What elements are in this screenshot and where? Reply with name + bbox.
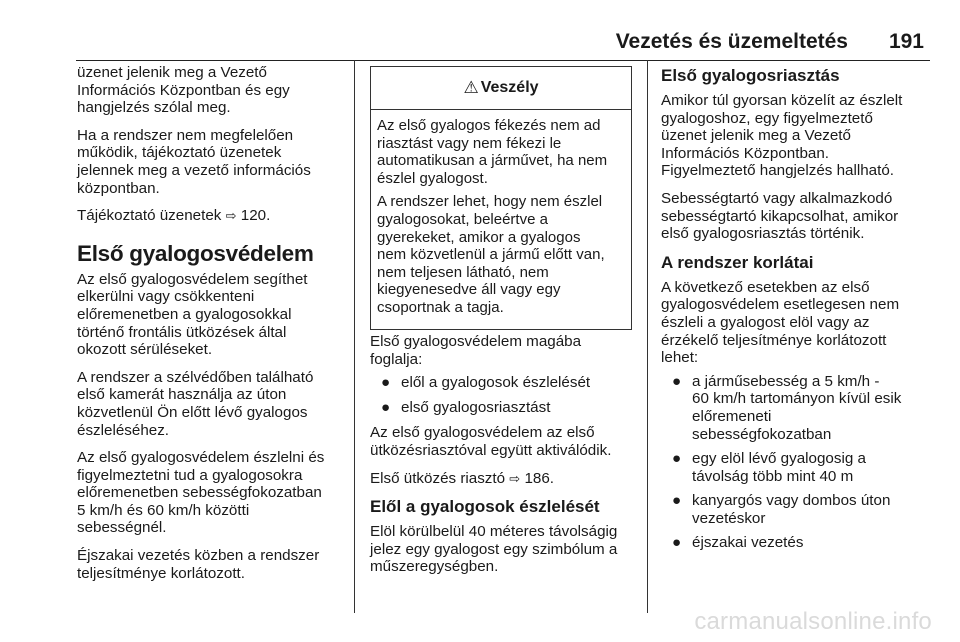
- text-line: automatikusan a járművet, ha nem: [377, 152, 608, 170]
- text-line: első gyalogosriasztás történik.: [661, 225, 865, 243]
- warning-title: Veszély: [480, 79, 539, 97]
- text-line: Az első gyalogosvédelem az első: [370, 424, 595, 442]
- header-title: Vezetés és üzemeltetés: [615, 30, 848, 53]
- text-line: Sebességtartó vagy alkalmazkodó: [661, 189, 893, 207]
- bullet-icon: ●: [672, 492, 682, 510]
- text-line: lehet:: [661, 349, 699, 367]
- text-line: foglalja:: [370, 350, 423, 368]
- subsection-heading: Elől a gyalogosok észlelését: [370, 497, 600, 517]
- text-line: teljesítménye korlátozott.: [77, 564, 245, 582]
- column-2: [370, 66, 632, 576]
- paragraph: [77, 449, 347, 537]
- list-item-text: [692, 492, 931, 527]
- bullet-list: [370, 374, 640, 416]
- text-line: nem közvetlenül a jármű előtt van,: [377, 246, 605, 264]
- text-line: Az első gyalogosvédelem segíthet: [77, 270, 308, 288]
- reference-arrow-icon: ⇨: [509, 470, 521, 486]
- paragraph: [77, 547, 347, 582]
- warning-paragraph: [377, 193, 625, 316]
- subsection-heading: A rendszer korlátai: [661, 252, 814, 272]
- paragraph: [370, 523, 640, 576]
- text-line: üzenet jelenik meg a Vezető: [77, 64, 267, 81]
- paragraph: [370, 424, 640, 459]
- text-line: riasztást vagy nem fékezi le: [377, 134, 562, 152]
- text-line: jelez egy gyalogost egy szimbólum a: [370, 540, 618, 558]
- text-line: jelennek meg a vezető információs: [77, 161, 311, 179]
- text-line: gyalogoshoz, egy figyelmeztető: [661, 109, 873, 127]
- text-line: üzenet jelenik meg a Vezető: [661, 127, 851, 145]
- bullet-icon: ●: [672, 450, 682, 468]
- text-line: Elöl körülbelül 40 méteres távolságig: [370, 523, 618, 541]
- text-line: éjszakai vezetés: [692, 534, 804, 552]
- text-line: érzékelő teljesítménye korlátozott: [661, 331, 887, 349]
- list-item: [661, 373, 931, 443]
- warning-triangle-icon: ⚠: [463, 78, 479, 98]
- warning-paragraph: [377, 117, 625, 187]
- list-item-text: elől a gyalogosok észlelését: [401, 374, 591, 392]
- paragraph: [77, 64, 347, 117]
- warning-body: [371, 110, 631, 329]
- paragraph: [661, 190, 931, 243]
- text-line: okozott sérüléseket.: [77, 341, 213, 359]
- paragraph: [661, 279, 931, 367]
- reference-text: Tájékoztató üzenetek: [77, 207, 222, 225]
- text-line: gyerekeket, amikor a gyalogos: [377, 228, 581, 246]
- section-heading: Első gyalogosvédelem: [77, 240, 314, 266]
- text-line: észleli a gyalogost elöl vagy az: [661, 313, 870, 331]
- list-item: [370, 399, 640, 417]
- list-item-text: [692, 373, 931, 443]
- text-line: figyelmeztetni tud a gyalogosokra: [77, 466, 303, 484]
- text-line: első kamerát használja az úton: [77, 386, 287, 404]
- text-line: vezetéskor: [692, 509, 766, 527]
- warning-header: [371, 67, 631, 110]
- text-line: A következő esetekben az első: [661, 278, 870, 296]
- list-item: [661, 492, 931, 527]
- text-line: Információs Központban és egy: [77, 81, 290, 99]
- subsection-heading: Első gyalogosriasztás: [661, 66, 840, 85]
- column-2-text: [370, 333, 640, 586]
- text-line: A rendszer lehet, hogy nem észlel: [377, 193, 603, 211]
- text-line: gyalogosokat, beleértve a: [377, 210, 548, 228]
- text-line: műszeregységben.: [370, 558, 499, 576]
- text-line: közvetlenül Ön előtt lévő gyalogos: [77, 403, 308, 421]
- text-line: Ha a rendszer nem megfelelően: [77, 126, 294, 144]
- bullet-icon: ●: [672, 534, 682, 552]
- reference-page-link[interactable]: 120.: [240, 207, 271, 225]
- bullet-icon: ●: [672, 372, 682, 390]
- text-line: a járműsebesség a 5 km/h -: [692, 372, 880, 390]
- text-line: Első gyalogosvédelem magába: [370, 333, 582, 350]
- watermark: carmanualsonline.info: [694, 608, 932, 635]
- list-item-text: első gyalogosriasztást: [401, 398, 551, 416]
- column-1: [77, 64, 347, 592]
- text-line: előremenetben sebességfokozatban: [77, 484, 322, 502]
- text-line: kanyargós vagy dombos úton: [692, 492, 891, 510]
- text-line: előremenetben a gyalogosokkal: [77, 305, 292, 323]
- text-line: előremeneti: [692, 407, 772, 425]
- text-line: Éjszakai vezetés közben a rendszer: [77, 547, 320, 565]
- list-item: [661, 450, 931, 485]
- text-line: működik, tájékoztató üzenetek: [77, 144, 282, 162]
- column-divider: [647, 60, 648, 613]
- text-line: Amikor túl gyorsan közelít az észlelt: [661, 92, 903, 109]
- text-line: hangjelzés szólal meg.: [77, 99, 231, 117]
- paragraph: [77, 127, 347, 197]
- text-line: gyalogosvédelem esetlegesen nem: [661, 296, 900, 314]
- page-number: 191: [888, 30, 924, 53]
- text-line: Az első gyalogos fékezés nem ad: [377, 117, 601, 134]
- reference-text: Első ütközés riasztó: [370, 469, 506, 487]
- column-3: [661, 64, 931, 560]
- text-line: nem teljesen látható, nem: [377, 263, 549, 281]
- text-line: A rendszer a szélvédőben található: [77, 368, 314, 386]
- text-line: 60 km/h tartományon kívül esik: [692, 390, 902, 408]
- list-item: [661, 534, 931, 552]
- text-line: észlel gyalogost.: [377, 169, 488, 187]
- text-line: sebességtartó kikapcsolhat, amikor: [661, 207, 899, 225]
- text-line: történő frontális ütközések által: [77, 323, 287, 341]
- text-line: központban.: [77, 179, 160, 197]
- text-line: sebességnél.: [77, 519, 167, 537]
- cross-reference: [370, 470, 640, 488]
- paragraph: [77, 369, 347, 439]
- paragraph: [77, 271, 347, 359]
- paragraph: [661, 92, 931, 180]
- bullet-icon: ●: [381, 374, 391, 392]
- bullet-list: [661, 373, 931, 552]
- reference-page-link[interactable]: 186.: [524, 469, 554, 487]
- column-divider: [354, 60, 355, 613]
- paragraph: [370, 333, 640, 368]
- text-line: 5 km/h és 60 km/h közötti: [77, 501, 250, 519]
- text-line: elkerülni vagy csökkenteni: [77, 288, 255, 306]
- reference-arrow-icon: ⇨: [225, 208, 237, 224]
- header-rule: [76, 60, 930, 61]
- bullet-icon: ●: [381, 398, 391, 416]
- warning-box: [370, 66, 632, 330]
- text-line: Információs Központban.: [661, 144, 830, 162]
- list-item-text: [692, 534, 931, 552]
- text-line: sebességfokozatban: [692, 425, 832, 443]
- text-line: Figyelmeztető hangjelzés hallható.: [661, 162, 895, 180]
- text-line: egy elöl lévő gyalogosig a: [692, 450, 866, 468]
- text-line: csoportnak a tagja.: [377, 298, 504, 316]
- text-line: távolság több mint 40 m: [692, 467, 854, 485]
- cross-reference: [77, 207, 347, 225]
- text-line: ütközésriasztóval együtt aktiválódik.: [370, 441, 612, 459]
- text-line: kiegyenesedve áll vagy egy: [377, 281, 561, 299]
- list-item-text: [692, 450, 931, 485]
- text-line: Az első gyalogosvédelem észlelni és: [77, 449, 325, 467]
- list-item: [370, 374, 640, 392]
- text-line: észleléséhez.: [77, 421, 170, 439]
